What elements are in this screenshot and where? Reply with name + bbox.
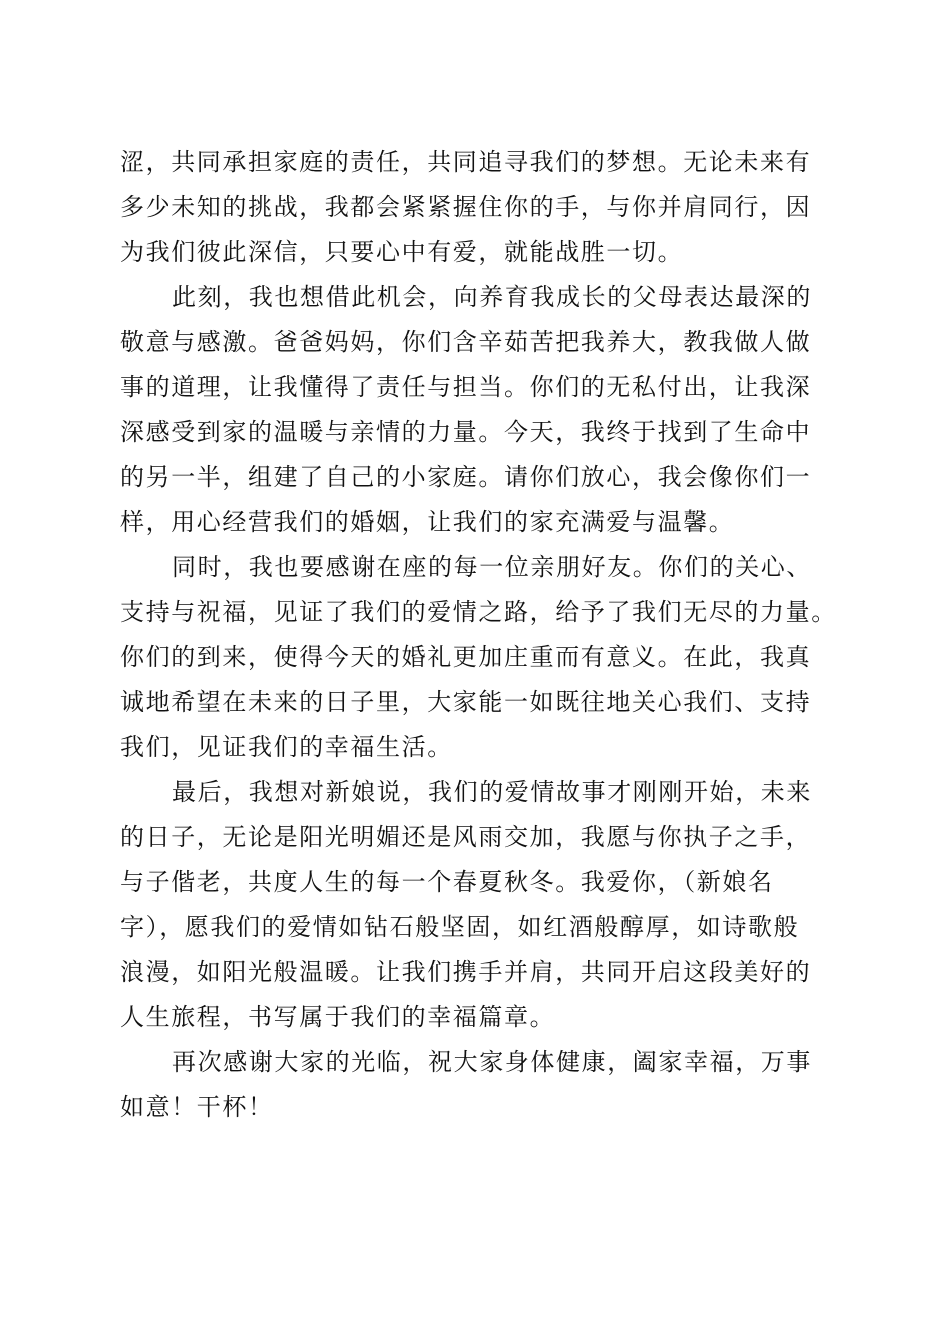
text-line: 样，用心经营我们的婚姻，让我们的家充满爱与温馨。: [120, 508, 735, 536]
text-line: 为我们彼此深信，只要心中有爱，就能战胜一切。: [120, 238, 684, 266]
speech-text: [120, 140, 840, 1130]
text-line: 涩，共同承担家庭的责任，共同追寻我们的梦想。无论未来有: [120, 148, 812, 176]
text-line: 字），愿我们的爱情如钻石般坚固，如红酒般醇厚，如诗歌般: [120, 913, 800, 941]
text-line: 与子偕老，共度人生的每一个春夏秋冬。我爱你，（新娘名: [120, 868, 774, 896]
text-line: 我们，见证我们的幸福生活。: [120, 733, 453, 761]
text-line: 你们的到来，使得今天的婚礼更加庄重而有意义。在此，我真: [120, 643, 812, 671]
paragraph-start-line: 此刻，我也想借此机会，向养育我成长的父母表达最深的: [172, 283, 812, 311]
text-line: 深感受到家的温暖与亲情的力量。今天，我终于找到了生命中: [120, 418, 812, 446]
text-line: 的日子，无论是阳光明媚还是风雨交加，我愿与你执子之手，: [120, 823, 812, 851]
text-line: 人生旅程，书写属于我们的幸福篇章。: [120, 1003, 556, 1031]
text-line: 的另一半，组建了自己的小家庭。请你们放心，我会像你们一: [120, 463, 812, 491]
text-line: 敬意与感激。爸爸妈妈，你们含辛茹苦把我养大，教我做人做: [120, 328, 812, 356]
text-line: 诚地希望在未来的日子里，大家能一如既往地关心我们、支持: [120, 688, 812, 716]
text-line: 多少未知的挑战，我都会紧紧握住你的手，与你并肩同行，因: [120, 193, 812, 221]
text-line: 浪漫，如阳光般温暖。让我们携手并肩，共同开启这段美好的: [120, 958, 812, 986]
paragraph-start-line: 再次感谢大家的光临，祝大家身体健康，阖家幸福，万事: [172, 1048, 812, 1076]
paragraph-start-line: 同时，我也要感谢在座的每一位亲朋好友。你们的关心、: [172, 553, 812, 581]
text-line: 事的道理，让我懂得了责任与担当。你们的无私付出，让我深: [120, 373, 812, 401]
text-line: 支持与祝福，见证了我们的爱情之路，给予了我们无尽的力量。: [120, 598, 837, 626]
paragraph-start-line: 最后，我想对新娘说，我们的爱情故事才刚刚开始，未来: [172, 778, 812, 806]
text-line: 如意！干杯！: [120, 1093, 274, 1121]
